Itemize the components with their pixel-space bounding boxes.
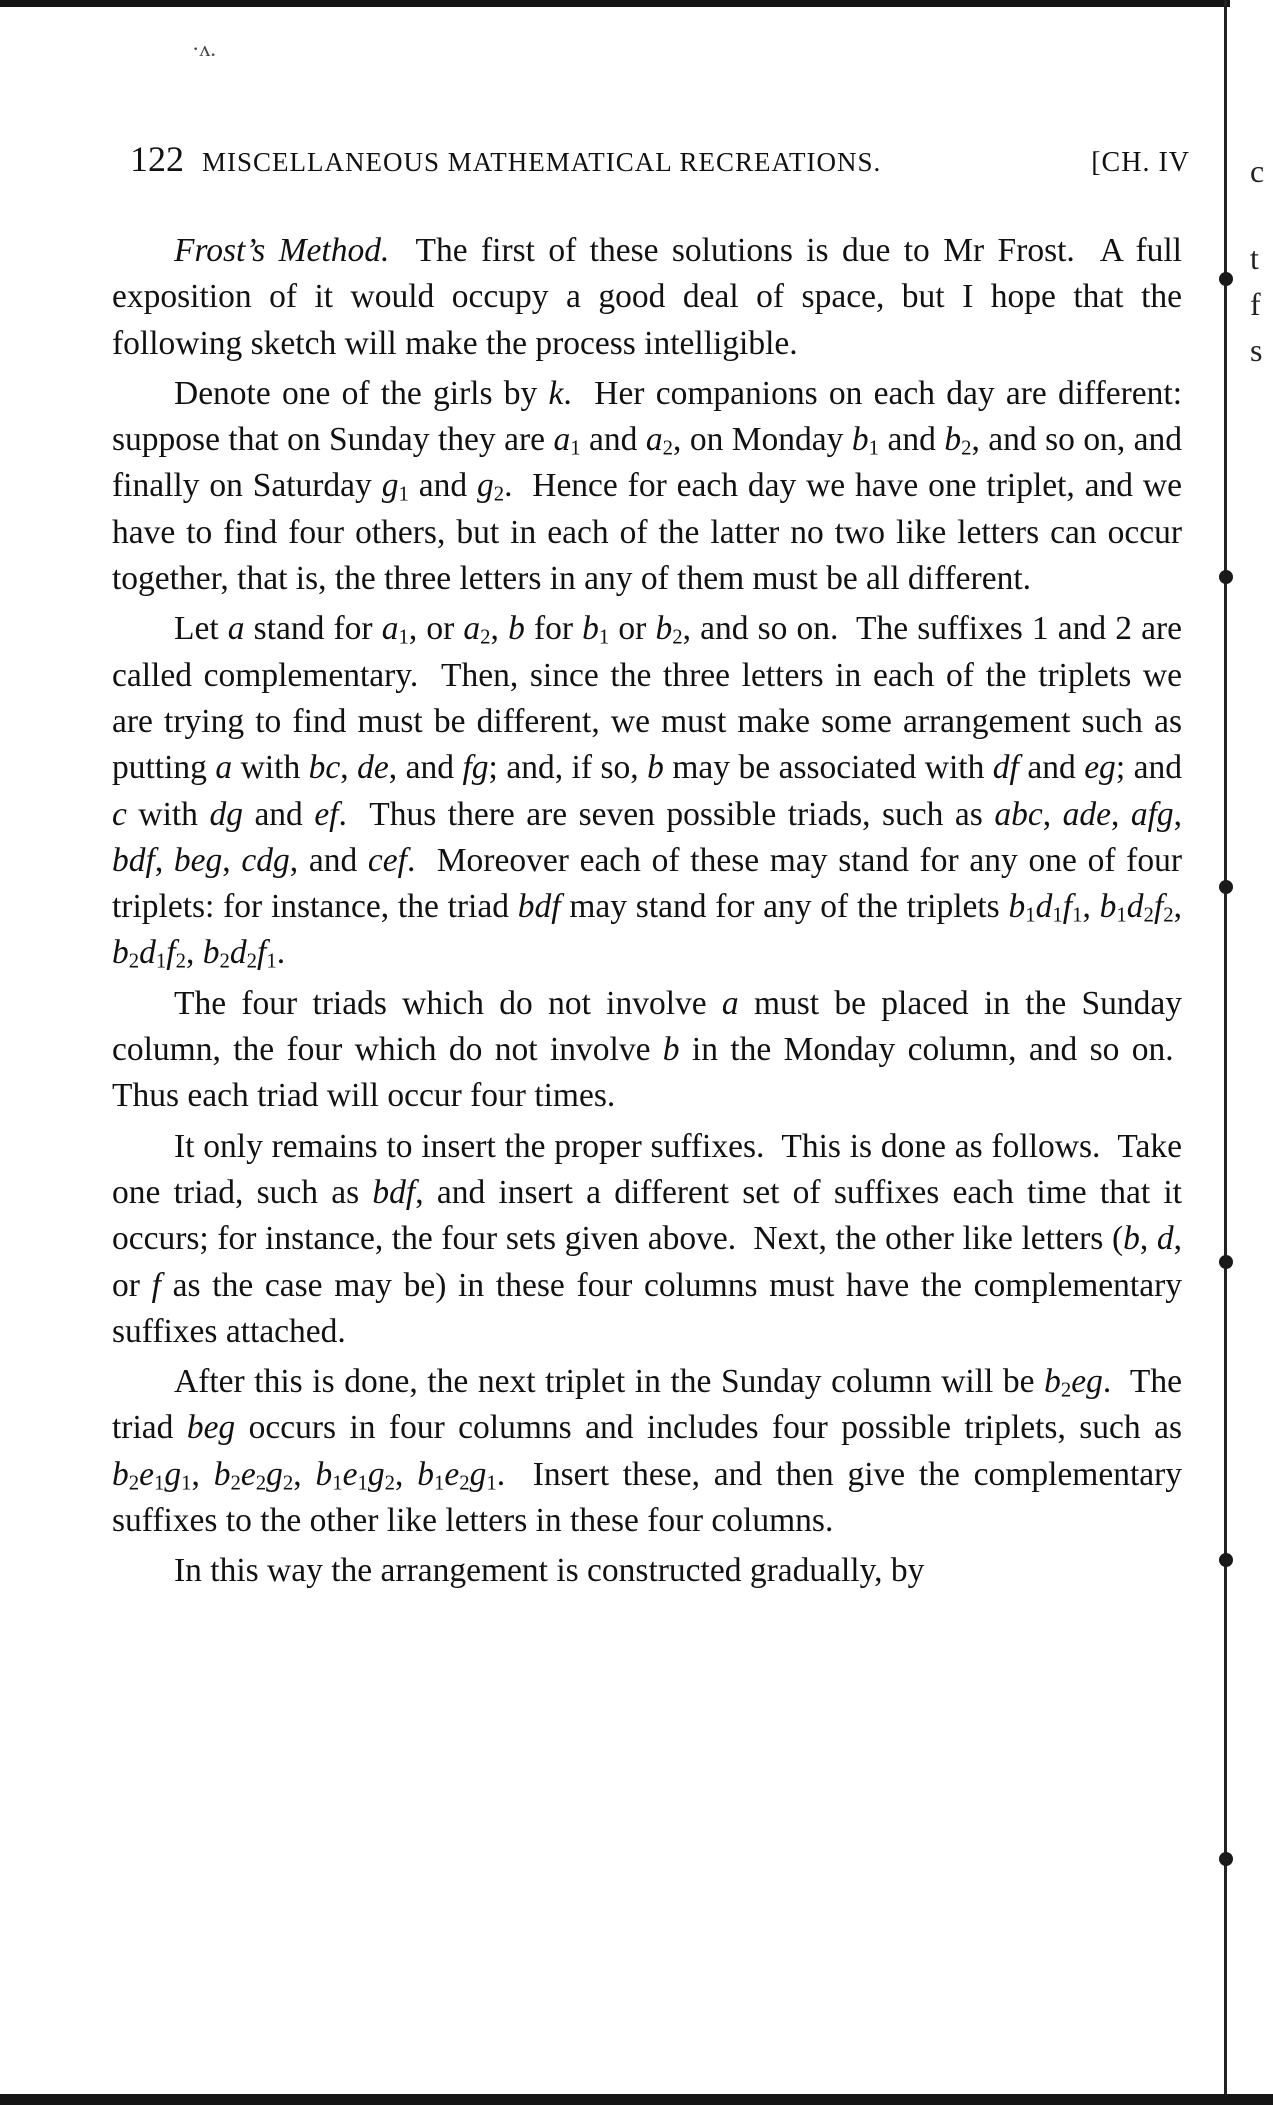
chapter-label: [CH. IV [1091,147,1190,178]
binding-mark-icon [1219,1553,1233,1567]
paragraph-suffixes: It only remains to insert the proper suffixes. This is done as follows. Take one triad, such as bdf, and insert a different set of suffixes each time that it occurs; for instance, the four sets given above. Next, the other like letters (b, d, or f as the case may be) in these four columns must have the complementary suffixes attached. [112,1127,1183,1350]
bottom-border [0,2094,1273,2105]
binding-edge [1224,0,1227,2094]
body-text [112,228,1182,1599]
paragraph-triads: Let a stand for $a_1$, or $a_2$, b for $b_1$ or $b_2$, and so on. The suffixes 1 and 2 are called complementary. Then, since the three letters in each of the triplets we are trying to find must be different, we must make some arrangement such as putting a with bc, de, and fg; and, if so, b may be associated with df and eg; and c with dg and ef. Thus there are seven possible triads, such as abc, ade, afg, bdf, beg, cdg, and cef. Moreover each of these may stand for any one of four triplets: for instance, the triad bdf may stand for any of the triplets $b_1d_1f_1$, $b_1d_2f_2$, $b_2d_1f_2$, $b_2d_2f_1$. [112,610,1183,974]
paragraph-columns: The four triads which do not involve a must be placed in the Sunday column, the four which do not involve b in the Monday column, and so on. Thus each triad will occur four times. [112,984,1182,1115]
corner-mark: ·ʌ. [192,36,216,61]
binding-mark-icon [1219,570,1233,584]
paragraph-next-triplet: After this is done, the next triplet in the Sunday column will be $b_2eg$. The triad beg occurs in four columns and includes four possible triplets, such as $b_2e_1g_1$, $b_2e_2g_2$, $b_1e_1g_2$, $b_1e_2g_1$. Insert these, and then give the complementary suffixes to the other like letters in these four columns. [112,1363,1183,1540]
next-page-letter: f [1250,286,1261,322]
binding-mark-icon [1219,880,1233,894]
paragraph-denote-girls: Denote one of the girls by k. Her companions on each day are different: suppose that on Sunday they are $a_1$ and $a_2$, on Monday $b_1$ and $b_2$, and so on, and finally on Saturday $g_1$ and $g_2$. Hence for each day we have one triplet, and we have to find four others, but in each of the latter no two like letters can occur together, that is, the three letters in any of them must be all different. [112,374,1183,598]
paragraph-closing: In this way the arrangement is constructed gradually, by [174,1552,925,1590]
paragraph-frosts-method: Frost’s Method. The first of these solutions is due to Mr Frost. A full exposition of it would occupy a good deal of space, but I hope that the following sketch will make the process intelligible. [112,232,1182,362]
next-page-letter: t [1250,240,1259,276]
binding-mark-icon [1219,1852,1233,1866]
page-header [130,138,1190,180]
page-number: 122 [130,139,184,179]
running-head: MISCELLANEOUS MATHEMATICAL RECREATIONS. [202,147,882,177]
next-page-letter: s [1250,332,1263,368]
next-page-letter: c [1250,153,1265,189]
binding-mark-icon [1219,272,1233,286]
top-border [0,0,1230,7]
binding-mark-icon [1219,1255,1233,1269]
